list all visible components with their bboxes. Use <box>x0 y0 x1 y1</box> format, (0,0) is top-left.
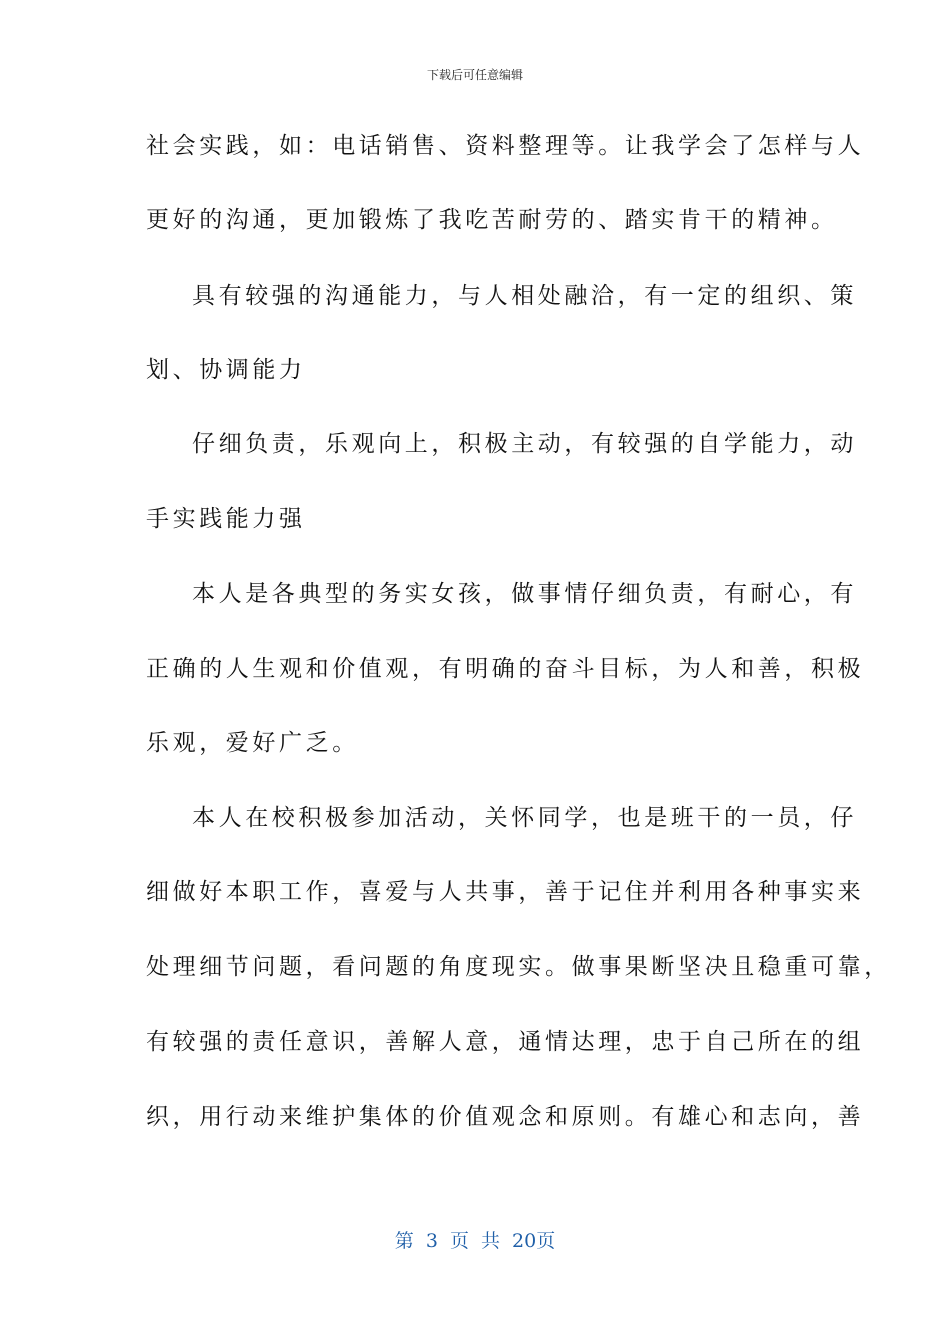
paragraph-start-line: 本人是各典型的务实女孩，做事情仔细负责，有耐心，有 <box>192 581 857 607</box>
body-line: 更好的沟通，更加锻炼了我吃苦耐劳的、踏实肯干的精神。 <box>146 207 838 233</box>
page-header: 下载后可任意编辑 <box>426 68 523 82</box>
body-line: 手实践能力强 <box>146 506 306 532</box>
paragraph-start-line: 仔细负责，乐观向上，积极主动，有较强的自学能力，动 <box>192 431 857 457</box>
paragraph-start-line: 本人在校积极参加活动，关怀同学，也是班干的一员，仔 <box>192 805 857 831</box>
paragraph-start-line: 具有较强的沟通能力，与人相处融洽，有一定的组织、策 <box>192 283 857 309</box>
body-line: 正确的人生观和价值观，有明确的奋斗目标，为人和善，积极 <box>146 656 865 682</box>
body-line: 细做好本职工作，喜爱与人共事，善于记住并利用各种事实来 <box>146 879 865 905</box>
page-number-footer: 第 3 页 共 20页 <box>394 1230 556 1252</box>
body-line: 有较强的责任意识，善解人意，通情达理，忠于自己所在的组 <box>146 1029 865 1055</box>
body-line: 划、协调能力 <box>146 357 306 383</box>
body-line: 处理细节问题，看问题的角度现实。做事果断坚决且稳重可靠， <box>146 954 891 980</box>
body-line: 织，用行动来维护集体的价值观念和原则。有雄心和志向，善 <box>146 1104 865 1130</box>
body-line: 乐观，爱好广乏。 <box>146 730 359 756</box>
body-line: 社会实践，如：电话销售、资料整理等。让我学会了怎样与人 <box>146 133 865 159</box>
